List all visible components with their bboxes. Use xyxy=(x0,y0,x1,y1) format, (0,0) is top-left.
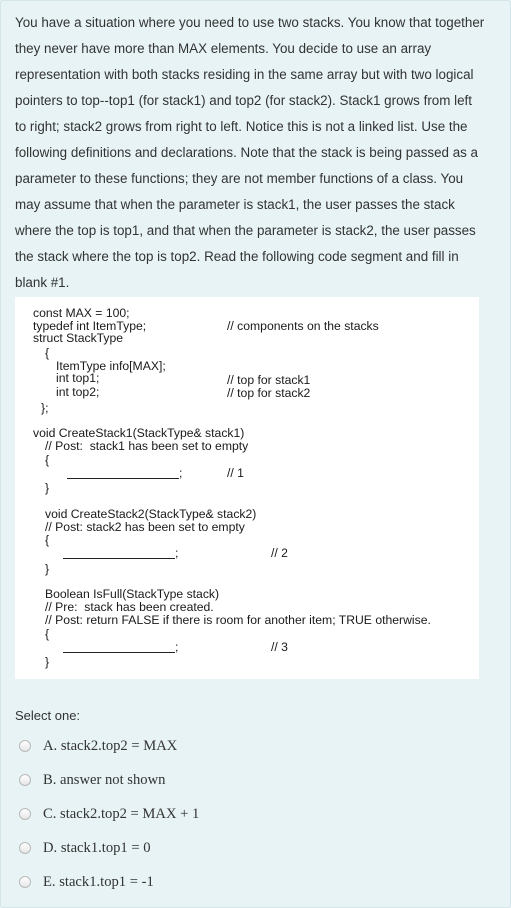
radio-button[interactable] xyxy=(19,740,31,752)
radio-button[interactable] xyxy=(19,876,31,888)
code-line: void CreateStack2(StackType& stack2) xyxy=(45,507,257,521)
code-line: const MAX = 100; xyxy=(33,306,130,320)
code-line: ; xyxy=(175,546,179,560)
question-text: You have a situation where you need to use two stacks. You know that together they never have more than MAX elements. You decide to use an array representation with both stacks residing in the same array but with two logical pointers to top--top1 (for stack1) and top2 (for stack2). Stack1 grows from left to right; stack2 grows from right to left. Notice this is not a linked list. Use the following definitions and declarations. Note that the stack is being passed as a parameter to these functions; they are not member functions of a class. You may assume that when the parameter is stack1, the user passes the stack where the top is top1, and that when the parameter is stack2, the user passes the stack where the top is top2. Read the following code segment and fill in blank #1. xyxy=(15,15,485,290)
code-line: // Post: return FALSE if there is room for another item; TRUE otherwise. xyxy=(45,613,431,627)
radio-button[interactable] xyxy=(19,842,31,854)
code-line: Boolean IsFull(StackType stack) xyxy=(45,587,220,601)
answer-option-a[interactable] xyxy=(19,733,177,759)
answer-option-b[interactable] xyxy=(19,767,165,793)
code-line: ItemType info[MAX]; xyxy=(56,359,166,373)
code-line: void CreateStack1(StackType& stack1) xyxy=(33,426,245,440)
code-line: struct StackType xyxy=(33,331,124,345)
code-line: ; xyxy=(179,466,183,480)
code-image xyxy=(15,297,479,679)
code-line: } xyxy=(45,562,50,576)
code-comment: // 3 xyxy=(271,640,288,654)
option-label[interactable]: C. stack2.top2 = MAX + 1 xyxy=(43,805,200,822)
code-line: typedef int ItemType; xyxy=(33,319,147,333)
code-line: { xyxy=(45,346,50,360)
code-line: { xyxy=(45,533,50,547)
radio-button[interactable] xyxy=(19,774,31,786)
code-line: int top1; xyxy=(56,371,100,385)
blank-3 xyxy=(63,652,175,653)
code-line: { xyxy=(45,627,50,641)
code-line: } xyxy=(45,481,50,495)
code-comment: // components on the stacks xyxy=(227,319,379,333)
answer-option-d[interactable] xyxy=(19,835,151,861)
select-one-label: Select one: xyxy=(15,708,81,723)
option-label[interactable]: D. stack1.top1 = 0 xyxy=(43,839,151,856)
blank-1 xyxy=(67,478,179,479)
code-line: // Post: stack1 has been set to empty xyxy=(45,439,249,453)
radio-button[interactable] xyxy=(19,808,31,820)
option-label[interactable]: B. answer not shown xyxy=(43,771,166,788)
code-comment: // top for stack1 xyxy=(227,373,311,387)
option-label[interactable]: E. stack1.top1 = -1 xyxy=(43,873,154,890)
code-line: ; xyxy=(175,640,179,654)
code-comment: // top for stack2 xyxy=(227,386,311,400)
code-comment: // 1 xyxy=(227,466,244,480)
code-comment: // 2 xyxy=(271,546,288,560)
answer-option-c[interactable] xyxy=(19,801,199,827)
code-line: }; xyxy=(41,401,49,415)
code-line: // Post: stack2 has been set to empty xyxy=(45,520,245,534)
option-label[interactable]: A. stack2.top2 = MAX xyxy=(43,737,178,754)
blank-2 xyxy=(63,558,175,559)
code-line: // Pre: stack has been created. xyxy=(45,600,214,614)
answer-option-e[interactable] xyxy=(19,869,154,895)
code-line: { xyxy=(45,453,50,467)
code-line: } xyxy=(45,655,50,669)
code-line: int top2; xyxy=(56,385,100,399)
